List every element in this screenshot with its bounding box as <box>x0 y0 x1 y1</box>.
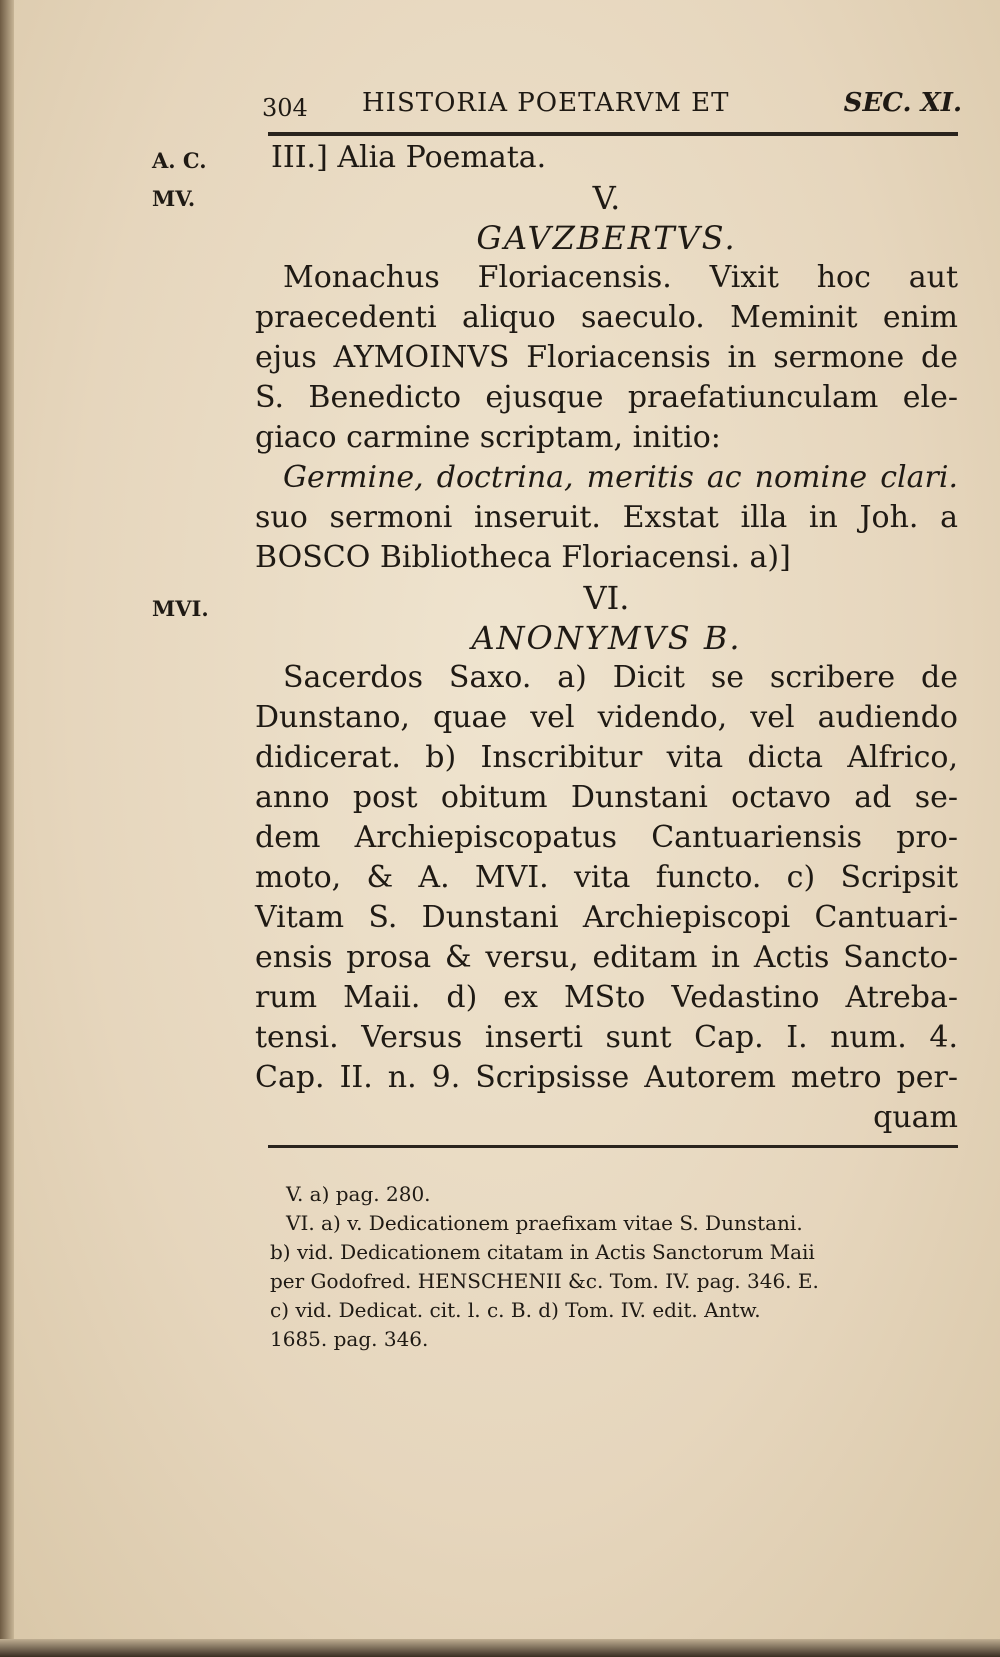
section-label: SEC. XI. <box>843 88 962 118</box>
text-line: rum Maii. d) ex MSto Vedastino Atreba- <box>255 980 958 1015</box>
page-gutter-edge <box>0 0 14 1657</box>
running-title: HISTORIA POETARVM ET <box>362 88 730 118</box>
footnote-line: c) vid. Dedicat. cit. l. c. B. d) Tom. IV. edit. Antw. <box>270 1298 761 1322</box>
text-line: didicerat. b) Inscribitur vita dicta Alfrico, <box>255 740 958 775</box>
page-bottom-edge <box>0 1639 1000 1657</box>
text-line: moto, & A. MVI. vita functo. c) Scripsit <box>255 860 958 895</box>
footnote-rule <box>268 1145 958 1148</box>
text-line: Cap. II. n. 9. Scripsisse Autorem metro per- <box>255 1060 958 1095</box>
margin-note-mvi: MVI. <box>152 596 209 621</box>
header-rule <box>268 132 958 136</box>
text-line: dem Archiepiscopatus Cantuariensis pro- <box>255 820 958 855</box>
text-line: Dunstano, quae vel videndo, vel audiendo <box>255 700 958 735</box>
text-line: Monachus Floriacensis. Vixit hoc aut <box>283 260 958 295</box>
margin-note-ac: A. C. <box>152 148 207 173</box>
section-heading: ANONYMVS B. <box>471 619 742 657</box>
running-header <box>262 88 962 128</box>
margin-note-mv: MV. <box>152 186 196 211</box>
text-line: Vitam S. Dunstani Archiepiscopi Cantuari- <box>255 900 958 935</box>
footnote-line: b) vid. Dedicationem citatam in Actis Sanctorum Maii <box>270 1240 815 1264</box>
section-heading: GAVZBERTVS. <box>476 219 737 257</box>
catchword: quam <box>873 1100 958 1135</box>
text-line: Sacerdos Saxo. a) Dicit se scribere de <box>283 660 958 695</box>
body-text <box>255 138 958 1138</box>
text-line: suo sermoni inseruit. Exstat illa in Joh. a <box>255 500 958 535</box>
text-line: giaco carmine scriptam, initio: <box>255 420 721 455</box>
footnote-line: V. a) pag. 280. <box>286 1182 431 1206</box>
footnote-line: per Godofred. HENSCHENII &c. Tom. IV. pag. 346. E. <box>270 1269 819 1293</box>
text-line: ejus AYMOINVS Floriacensis in sermone de <box>255 340 958 375</box>
text-line: S. Benedicto ejusque praefatiunculam ele- <box>255 380 958 415</box>
footnote-line: 1685. pag. 346. <box>270 1327 429 1351</box>
footnotes <box>270 1180 960 1354</box>
footnote-line: VI. a) v. Dedicationem praefixam vitae S. Dunstani. <box>286 1211 803 1235</box>
text-line: III.] Alia Poemata. <box>271 140 547 175</box>
quoted-verse: Germine, doctrina, meritis ac nomine clari. <box>283 460 958 495</box>
text-line: anno post obitum Dunstani octavo ad se- <box>255 780 958 815</box>
section-numeral: V. <box>592 179 621 217</box>
text-line: tensi. Versus inserti sunt Cap. I. num. 4. <box>255 1020 958 1055</box>
text-line: praecedenti aliquo saeculo. Meminit enim <box>255 300 958 335</box>
page-number: 304 <box>262 94 308 122</box>
text-line: ensis prosa & versu, editam in Actis Sancto- <box>255 940 958 975</box>
text-line: BOSCO Bibliotheca Floriacensi. a)] <box>255 540 791 575</box>
section-numeral: VI. <box>583 579 630 617</box>
